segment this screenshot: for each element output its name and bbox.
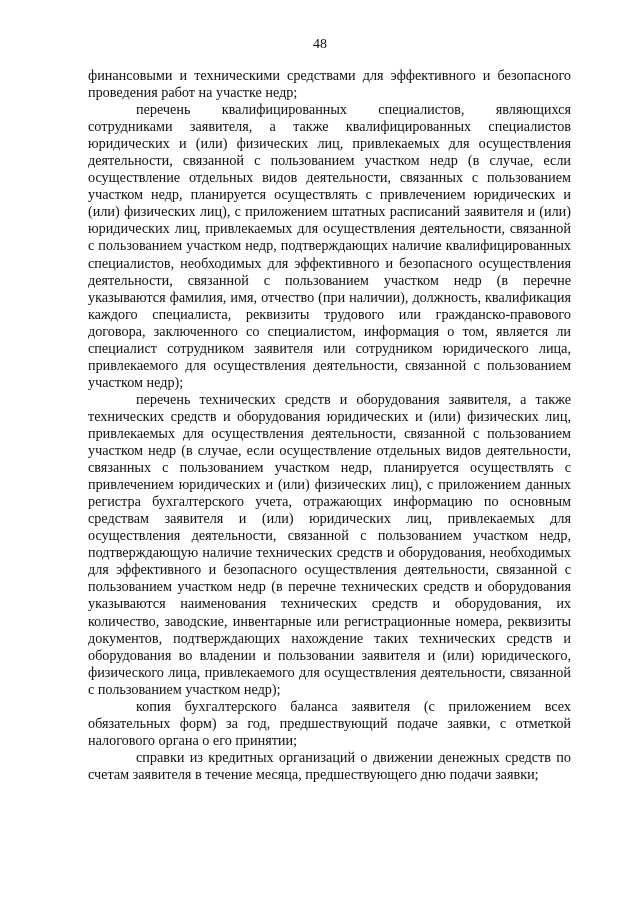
paragraph-continuation: финансовыми и техническими средствами для эффективного и безопасного проведения работ на участке недр; xyxy=(88,68,571,102)
page-number: 48 xyxy=(313,37,327,52)
document-body xyxy=(88,68,571,784)
paragraph-equipment-list: перечень технических средств и оборудования заявителя, а также технических средств и оборудования юридических и (или) физических лиц, привлекаемых для осуществления деятельности, связанной с пользованием участком недр (в случае, если осуществление отдельных видов деятельности, связанных с пользованием участком недр, планируется осуществлять с привлечением юридических и (или) физических лиц), с приложением данных регистра бухгалтерского учета, отражающих информацию по основным средствам заявителя и (или) юридических лиц, привлекаемых для осуществления деятельности, связанной с пользованием участком недр, подтверждающую наличие технических средств и оборудования, необходимых для эффективного и безопасного осуществления деятельности, связанной с пользованием участком недр (в перечне технических средств и оборудования указываются наименования технических средств и оборудования, их количество, заводские, инвентарные или регистрационные номера, реквизиты документов, подтверждающих нахождение таких технических средств и оборудования во владении и пользовании заявителя и (или) юридического, физического лица, привлекаемого для осуществления деятельности, связанной с пользованием участком недр); xyxy=(88,391,571,698)
paragraph-balance-sheet-copy: копия бухгалтерского баланса заявителя (с приложением всех обязательных форм) за год, предшествующий подаче заявки, с отметкой налогового органа о его принятии; xyxy=(88,698,571,749)
paragraph-bank-statements: справки из кредитных организаций о движении денежных средств по счетам заявителя в течение месяца, предшествующего дню подачи заявки; xyxy=(88,749,571,783)
paragraph-specialists-list: перечень квалифицированных специалистов, являющихся сотрудниками заявителя, а также квалифицированных специалистов юридических и (или) физических лиц, привлекаемых для осуществления деятельности, связанной с пользованием участком недр (в случае, если осуществление отдельных видов деятельности, связанных с пользованием участком недр, планируется осуществлять с привлечением юридических и (или) физических лиц), с приложением штатных расписаний заявителя и (или) юридических лиц, привлекаемых для осуществления деятельности, связанной с пользованием участком недр, подтверждающих наличие квалифицированных специалистов, необходимых для эффективного и безопасного осуществления деятельности, связанной с пользованием участком недр (в перечне указываются фамилия, имя, отчество (при наличии), должность, квалификация каждого специалиста, реквизиты трудового или гражданско-правового договора, заключенного со специалистом, информация о том, является ли специалист сотрудником заявителя или сотрудником юридического лица, привлекаемого для осуществления деятельности, связанной с пользованием участком недр); xyxy=(88,102,571,391)
